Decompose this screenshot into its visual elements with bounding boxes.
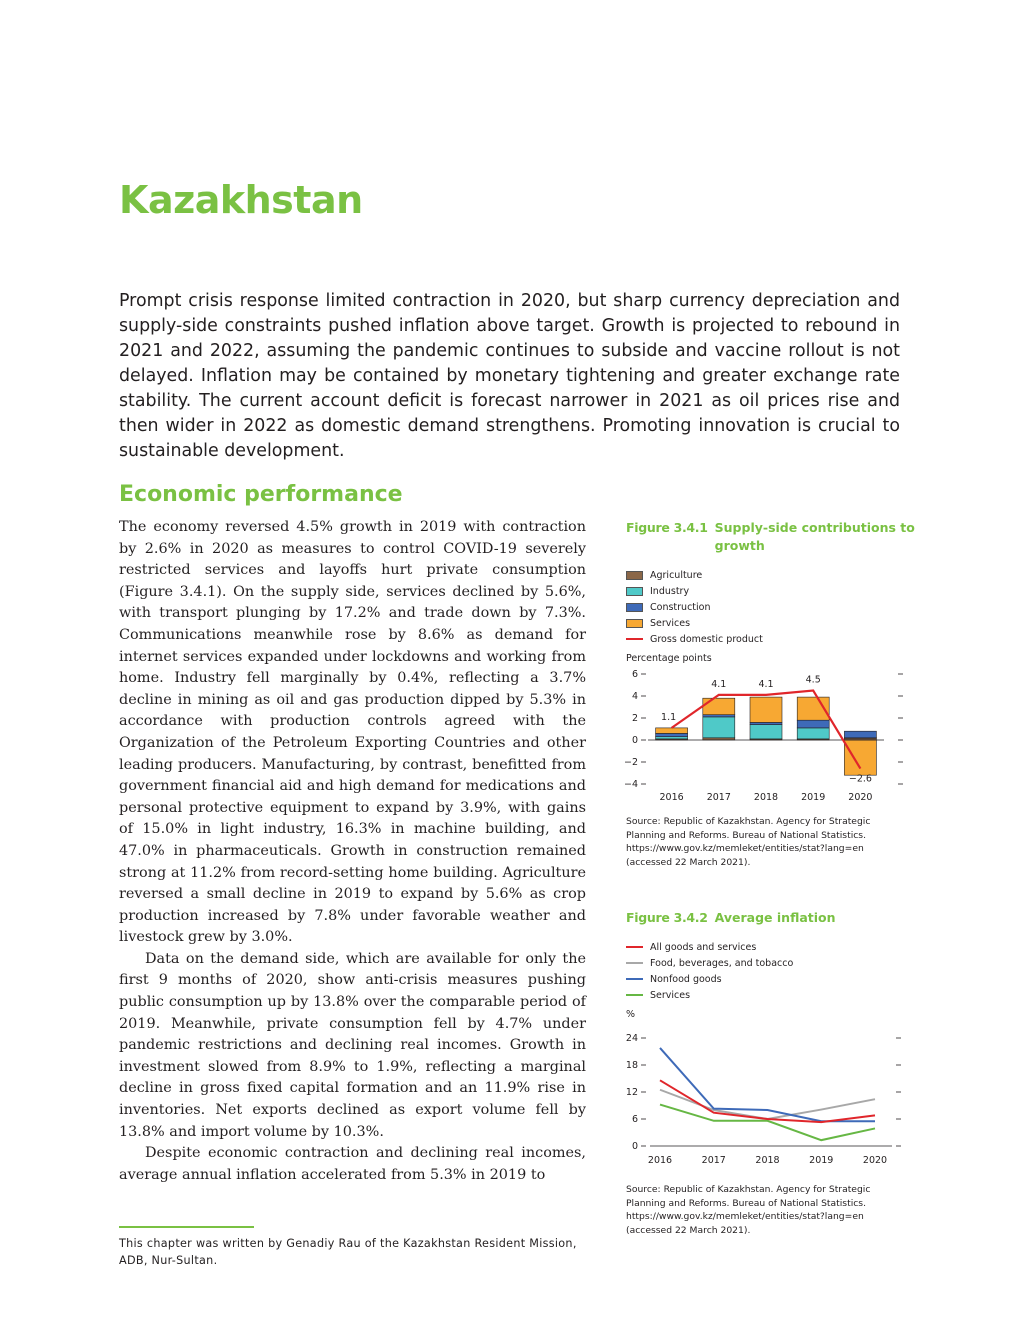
all-goods-line-swatch [626, 946, 643, 948]
legend-item [626, 615, 916, 631]
data-label: 4.1 [711, 678, 727, 690]
x-tick-label: 2017 [701, 1155, 726, 1166]
y-tick-label: 18 [625, 1060, 638, 1071]
agriculture-swatch [626, 571, 643, 580]
data-label: 4.5 [805, 674, 821, 686]
y-tick-label: 6 [631, 1114, 638, 1125]
figure-1-number: Figure 3.4.1 [626, 520, 708, 535]
legend-item [626, 971, 916, 987]
legend-label: Food, beverages, and tobacco [650, 957, 794, 969]
data-label: −2.6 [848, 773, 872, 785]
legend-item [626, 583, 916, 599]
x-tick-label: 2019 [801, 792, 826, 803]
bar-segment [750, 725, 782, 739]
gdp-line-swatch [626, 638, 643, 640]
bar-segment [656, 733, 688, 736]
figure-2-number: Figure 3.4.2 [626, 910, 708, 925]
bar-segment [656, 728, 688, 734]
body-paragraph: Despite economic contraction and declining real incomes, average annual inflation accelerated from 5.3% in 2019 to [119, 1145, 586, 1183]
bar-segment [703, 698, 735, 715]
bar-segment [797, 720, 829, 728]
footnote: This chapter was written by Genadiy Rau of the Kazakhstan Resident Mission, ADB, Nur-Sultan. [119, 1237, 577, 1267]
figure-2-caption: Average inflation [714, 910, 836, 925]
x-tick-label: 2017 [706, 792, 731, 803]
services-line-swatch [626, 994, 643, 996]
bar-segment [750, 722, 782, 724]
figure-1-legend [626, 567, 916, 647]
body-paragraph: Data on the demand side, which are available for only the first 9 months of 2020, show anti-crisis measures pushing public consumption up by 13.8% over the comparable period of 2019. Meanwhile, private consumption fell by 4.7% under pandemic restrictions and declining real incomes. Growth in investment slowed from 8.9% to 1.9%, reflecting a marginal decline in gross fixed capital formation and an 11.9% rise in inventories. Net exports declined as export volume fell by 13.8% and import volume by 10.3%. [119, 950, 586, 1140]
legend-label: Construction [650, 601, 711, 613]
bar-segment [703, 715, 735, 717]
data-label: 4.1 [758, 678, 774, 690]
x-tick-label: 2018 [753, 792, 779, 803]
x-tick-label: 2020 [848, 792, 873, 803]
y-tick-label: 0 [631, 1141, 638, 1152]
figure-2-title [626, 909, 916, 927]
y-tick-label: 12 [625, 1087, 638, 1098]
y-tick-label: −4 [623, 779, 638, 790]
x-tick-label: 2016 [659, 792, 684, 803]
data-label: 1.1 [661, 711, 677, 723]
y-tick-label: 2 [631, 713, 638, 724]
bar-segment [656, 737, 688, 739]
body-text [119, 517, 586, 1186]
nonfood-line-swatch [626, 978, 643, 980]
body-paragraph: The economy reversed 4.5% growth in 2019 with contraction by 2.6% in 2020 as measures to control COVID-19 severely restricted services and layoffs hurt private consumption (Figure 3.4.1). On the supply side, services declined by 5.6%, with transport plunging by 17.2% and trade down by 7.3%. Communications meanwhile rose by 8.6% as demand for internet services expanded under lockdowns and working from home. Industry fell marginally by 0.4%, reflecting a 3.7% decline in mining as oil and gas production dipped by 5.3% in accordance with production controls agreed with the Organization of the Petroleum Exporting Countries and other leading producers. Manufacturing, by contrast, benefitted from government financial aid and high demand for medications and personal protective equipment to expand by 3.9%, with gains of 15.0% in light industry, 16.3% in machine building, and 47.0% in pharmaceuticals. Growth in construction remained strong at 11.2% from record-setting home building. Agriculture reversed a small decline in 2019 to expand by 5.6% as crop production increased by 7.8% under favorable weather and livestock grew by 3.0%. [119, 519, 586, 946]
y-tick-label: 6 [631, 669, 638, 680]
legend-label: Nonfood goods [650, 973, 722, 985]
figure-2-legend [626, 939, 916, 1003]
industry-swatch [626, 587, 643, 596]
legend-item [626, 567, 916, 583]
legend-label: Services [650, 989, 691, 1001]
figure-2 [626, 909, 916, 1020]
x-tick-label: 2018 [755, 1155, 780, 1166]
services-swatch [626, 619, 643, 628]
bar-segment [797, 728, 829, 739]
y-tick-label: 4 [631, 691, 638, 702]
x-tick-label: 2016 [647, 1155, 673, 1166]
footnote-divider [119, 1226, 254, 1228]
bar-segment [703, 717, 735, 738]
legend-item [626, 599, 916, 615]
legend-item [626, 955, 916, 971]
legend-label: All goods and services [650, 941, 757, 953]
x-tick-label: 2020 [862, 1155, 888, 1166]
bar-segment [750, 697, 782, 722]
y-tick-label: −2 [623, 757, 638, 768]
section-heading: Economic performance [119, 482, 403, 507]
y-tick-label: 24 [625, 1033, 638, 1044]
y-tick-label: 0 [631, 735, 638, 746]
page-title: Kazakhstan [119, 178, 363, 222]
legend-label: Gross domestic product [650, 633, 763, 645]
series-line [660, 1048, 875, 1121]
figure-2-unit: % [626, 1009, 636, 1020]
figure-2-chart [620, 1028, 905, 1173]
legend-label: Agriculture [650, 569, 703, 581]
legend-item [626, 939, 916, 955]
legend-label: Industry [650, 585, 690, 597]
lead-paragraph: Prompt crisis response limited contraction in 2020, but sharp currency depreciation and supply-side constraints pushed inflation above target. Growth is projected to rebound in 2021 and 2022, assuming the pandemic continues to subside and vaccine rollout is not delayed. Inflation may be contained by monetary tightening and greater exchange rate stability. The current account deficit is forecast narrower in 2021 as oil prices rise and then wider in 2022 as domestic demand strengthens. Promoting innovation is crucial to sustainable development. [119, 291, 900, 461]
legend-label: Services [650, 617, 691, 629]
figure-1-unit: Percentage points [626, 653, 712, 664]
figure-1-caption: Supply-side contributions to growth [714, 520, 915, 553]
food-line-swatch [626, 962, 643, 964]
figure-1 [626, 519, 916, 664]
figure-2-source: Source: Republic of Kazakhstan. Agency for Strategic Planning and Reforms. Bureau of National Statistics. https://www.gov.kz/memleket/entities/stat?lang=en (accessed 22 March 2021). [626, 1184, 871, 1236]
legend-item [626, 987, 916, 1003]
x-tick-label: 2019 [809, 1155, 834, 1166]
legend-item [626, 631, 916, 647]
construction-swatch [626, 603, 643, 612]
bar-segment [844, 740, 876, 775]
figure-1-title [626, 519, 916, 555]
figure-1-source: Source: Republic of Kazakhstan. Agency for Strategic Planning and Reforms. Bureau of National Statistics. https://www.gov.kz/memleket/entities/stat?lang=en (accessed 22 March 2021). [626, 816, 871, 868]
figure-1-chart [620, 664, 905, 809]
bar-segment [844, 731, 876, 738]
